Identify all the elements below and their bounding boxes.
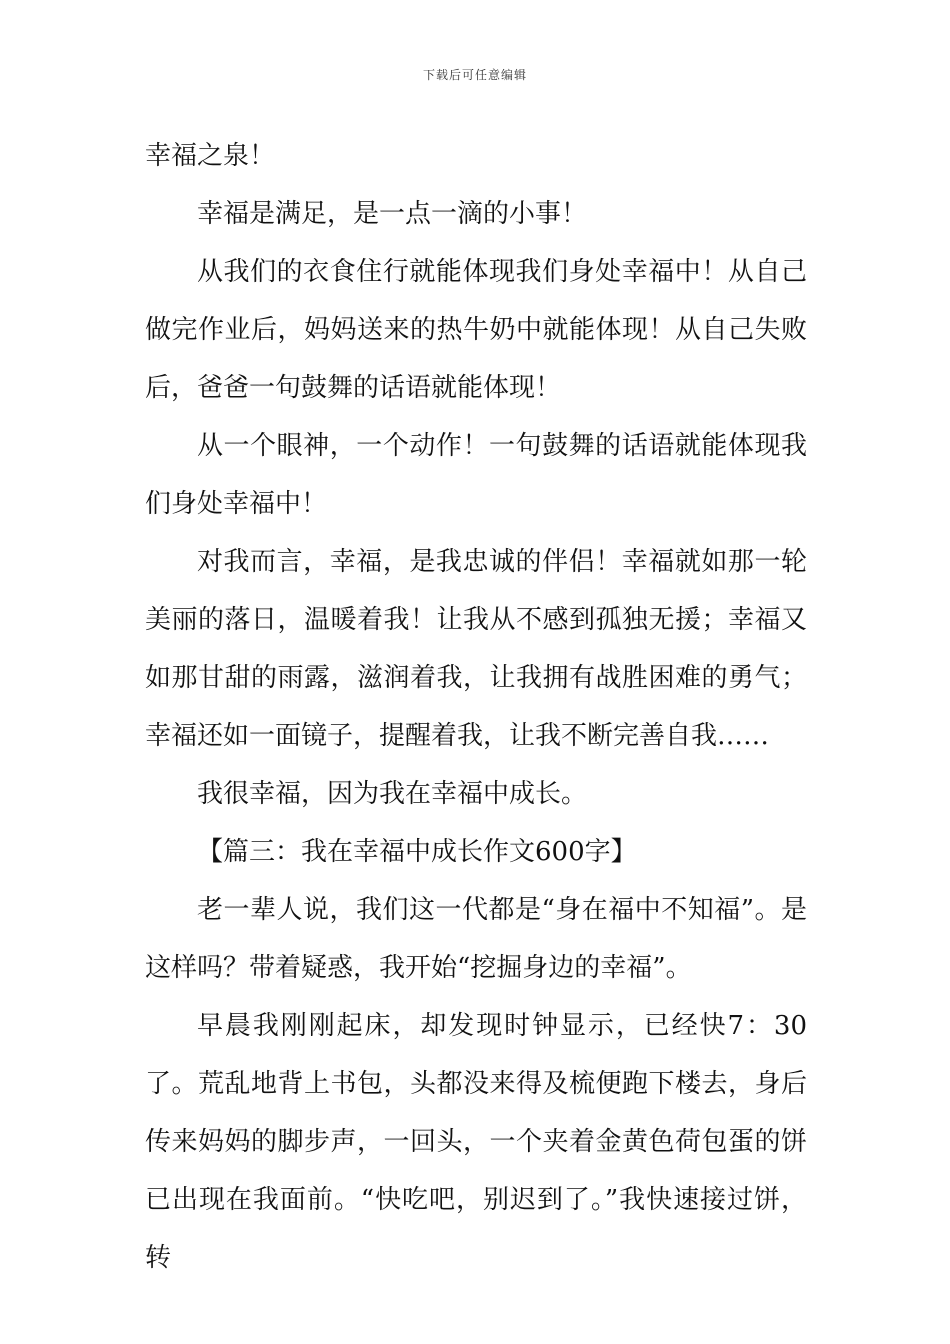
paragraph-3: 从我们的衣食住行就能体现我们身处幸福中！从自己做完作业后，妈妈送来的热牛奶中就能体现！从自己失败后，爸爸一句鼓舞的话语就能体现！	[145, 257, 807, 403]
paragraph-4: 从一个眼神，一个动作！一句鼓舞的话语就能体现我们身处幸福中！	[145, 431, 807, 519]
paragraph-6: 我很幸福，因为我在幸福中成长。	[197, 779, 588, 809]
page-header: 下载后可任意编辑	[422, 68, 527, 82]
paragraph-7: 老一辈人说，我们这一代都是“身在福中不知福”。是这样吗？带着疑惑，我开始“挖掘身边的幸福”。	[145, 895, 807, 983]
paragraph-5: 对我而言，幸福，是我忠诚的伴侣！幸福就如那一轮美丽的落日，温暖着我！让我从不感到孤独无援；幸福又如那甘甜的雨露，滋润着我，让我拥有战胜困难的勇气；幸福还如一面镜子，提醒着我，让我不断完善自我……	[145, 547, 807, 751]
section-heading: 【篇三：我在幸福中成长作文600字】	[197, 837, 637, 867]
paragraph-8: 早晨我刚刚起床，却发现时钟显示，已经快7：30了。荒乱地背上书包，头都没来得及梳便跑下楼去，身后传来妈妈的脚步声，一回头，一个夹着金黄色荷包蛋的饼已出现在我面前。“快吃吧，别迟到了。”我快速接过饼，转	[145, 1011, 807, 1273]
paragraph-1: 幸福之泉！	[145, 141, 276, 171]
paragraph-2: 幸福是满足，是一点一滴的小事！	[197, 199, 588, 229]
document-body	[145, 127, 807, 1287]
